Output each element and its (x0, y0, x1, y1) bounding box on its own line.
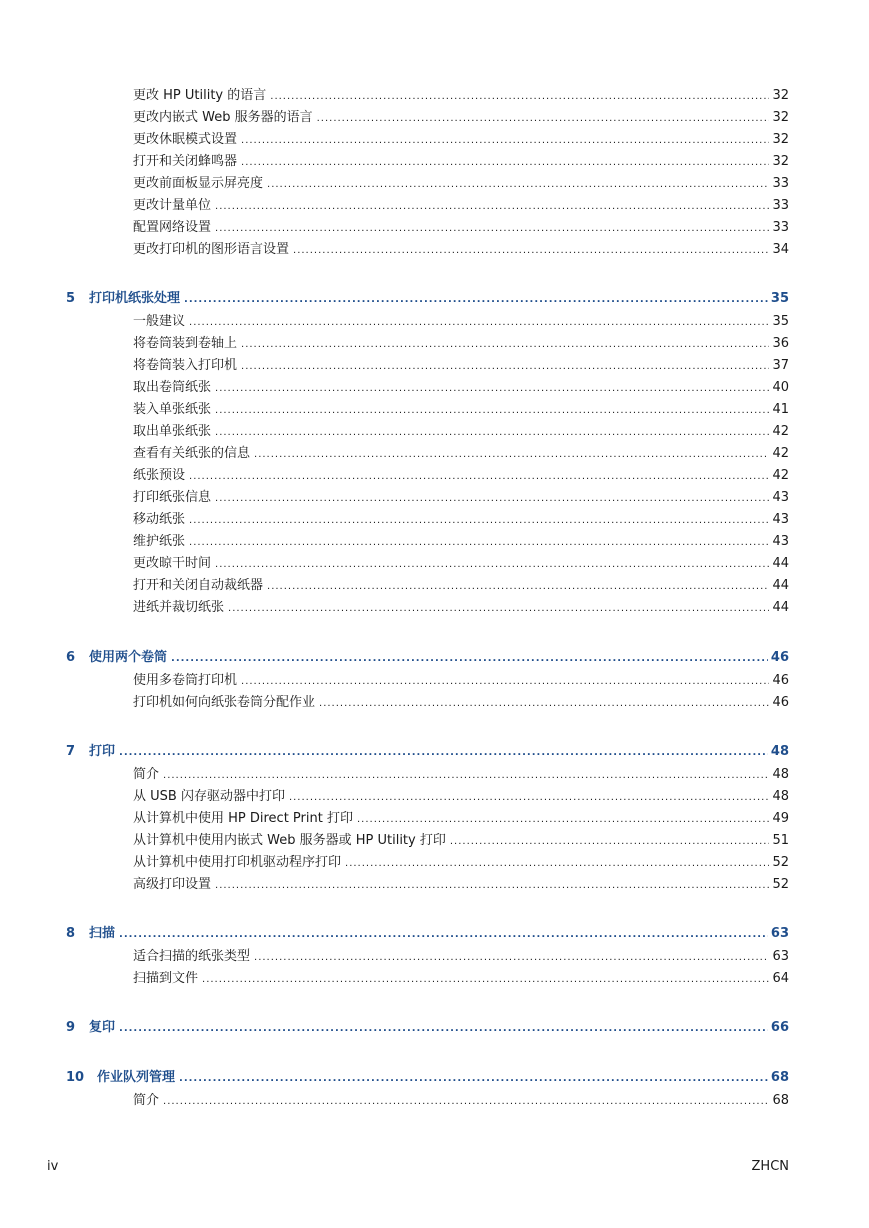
toc-chapter-5[interactable] (66, 290, 789, 308)
chapter-page: 68 (770, 1070, 789, 1085)
toc-entry-page: 33 (772, 220, 789, 235)
chapter-number: 7 (66, 744, 76, 759)
toc-entry-label: 使用多卷筒打印机 (133, 673, 238, 688)
dot-leader (215, 877, 769, 895)
dot-leader (189, 314, 769, 332)
toc-entry-page: 64 (772, 971, 789, 986)
toc-entry-label: 进纸并裁切纸张 (133, 600, 225, 615)
dot-leader (228, 600, 769, 618)
dot-leader (171, 650, 768, 668)
chapter-title: 复印 (89, 1020, 116, 1035)
toc-entry-label: 简介 (133, 767, 160, 782)
chapter-title: 使用两个卷筒 (89, 650, 168, 665)
toc-entry-label: 扫描到文件 (133, 971, 199, 986)
toc-entry-label: 打印机如何向纸张卷筒分配作业 (133, 695, 316, 710)
dot-leader (215, 402, 769, 420)
toc-entry-label: 更改内嵌式 Web 服务器的语言 (133, 110, 313, 125)
toc-entry-label: 更改晾干时间 (133, 556, 212, 571)
toc-entry[interactable] (133, 577, 789, 595)
toc-entry-page: 52 (772, 855, 789, 870)
toc-entry-page: 34 (772, 242, 789, 257)
toc-entry-page: 43 (772, 534, 789, 549)
toc-entry-label: 从 USB 闪存驱动器中打印 (133, 789, 285, 804)
toc-entry-page: 36 (772, 336, 789, 351)
dot-leader (450, 833, 770, 851)
dot-leader (215, 424, 769, 442)
dot-leader (215, 198, 769, 216)
toc-chapter-6[interactable] (66, 649, 789, 667)
toc-entry-label: 更改计量单位 (133, 198, 212, 213)
toc-entry[interactable] (133, 489, 789, 507)
chapter-number: 10 (66, 1070, 85, 1085)
toc-entry-page: 33 (772, 176, 789, 191)
toc-entry-label: 纸张预设 (133, 468, 186, 483)
toc-entry-label: 更改前面板显示屏亮度 (133, 176, 264, 191)
toc-chapter-7[interactable] (66, 743, 789, 761)
dot-leader (293, 242, 769, 260)
dot-leader (189, 534, 769, 552)
toc-entry[interactable] (133, 241, 789, 259)
toc-entry-page: 46 (772, 673, 789, 688)
chapter-page: 46 (770, 650, 789, 665)
dot-leader (319, 695, 769, 713)
toc-entry-label: 将卷筒装入打印机 (133, 358, 238, 373)
chapter-number: 8 (66, 926, 76, 941)
toc-entry[interactable] (133, 788, 789, 806)
chapter-title: 打印机纸张处理 (89, 291, 181, 306)
footer-language-code: ZHCN (751, 1159, 789, 1174)
toc-entry-page: 52 (772, 877, 789, 892)
toc-entry-label: 从计算机中使用 HP Direct Print 打印 (133, 811, 353, 826)
toc-entry[interactable] (133, 694, 789, 712)
toc-entry-page: 44 (772, 578, 789, 593)
toc-entry[interactable] (133, 197, 789, 215)
dot-leader (254, 446, 769, 464)
toc-entry-page: 42 (772, 424, 789, 439)
toc-entry-label: 取出卷筒纸张 (133, 380, 212, 395)
dot-leader (215, 380, 769, 398)
chapter-page: 63 (770, 926, 789, 941)
toc-entry-label: 从计算机中使用打印机驱动程序打印 (133, 855, 342, 870)
toc-entry-label: 更改休眠模式设置 (133, 132, 238, 147)
toc-entry-page: 32 (772, 88, 789, 103)
toc-entry[interactable] (133, 948, 789, 966)
toc-entry-page: 35 (772, 314, 789, 329)
toc-entry-page: 32 (772, 154, 789, 169)
toc-entry[interactable] (133, 335, 789, 353)
chapter-number: 5 (66, 291, 76, 306)
toc-entry-page: 63 (772, 949, 789, 964)
dot-leader (119, 744, 768, 762)
toc-entry-label: 打印纸张信息 (133, 490, 212, 505)
toc-entry-page: 68 (772, 1093, 789, 1108)
toc-entry-page: 49 (772, 811, 789, 826)
toc-entry-page: 40 (772, 380, 789, 395)
toc-entry[interactable] (133, 153, 789, 171)
chapter-title: 扫描 (89, 926, 116, 941)
dot-leader (163, 1093, 769, 1111)
dot-leader (267, 578, 769, 596)
toc-entry-label: 移动纸张 (133, 512, 186, 527)
dot-leader (189, 512, 769, 530)
toc-entry[interactable] (133, 511, 789, 529)
chapter-number: 9 (66, 1020, 76, 1035)
toc-entry[interactable] (133, 533, 789, 551)
dot-leader (215, 490, 769, 508)
toc-entry-page: 33 (772, 198, 789, 213)
toc-entry-label: 高级打印设置 (133, 877, 212, 892)
toc-entry[interactable] (133, 131, 789, 149)
toc-entry-page: 32 (772, 132, 789, 147)
toc-entry[interactable] (133, 766, 789, 784)
toc-entry[interactable] (133, 219, 789, 237)
dot-leader (270, 88, 769, 106)
toc-entry-label: 简介 (133, 1093, 160, 1108)
toc-entry-page: 46 (772, 695, 789, 710)
toc-entry-label: 从计算机中使用内嵌式 Web 服务器或 HP Utility 打印 (133, 833, 446, 848)
dot-leader (241, 673, 769, 691)
toc-chapter-9[interactable] (66, 1019, 789, 1037)
toc-entry-page: 48 (772, 767, 789, 782)
toc-entry-page: 44 (772, 556, 789, 571)
toc-entry[interactable] (133, 555, 789, 573)
toc-entry-label: 更改 HP Utility 的语言 (133, 88, 267, 103)
toc-entry-label: 更改打印机的图形语言设置 (133, 242, 290, 257)
dot-leader (241, 154, 769, 172)
dot-leader (289, 789, 770, 807)
toc-entry-page: 43 (772, 490, 789, 505)
toc-entry[interactable] (133, 672, 789, 690)
toc-entry[interactable] (133, 423, 789, 441)
toc-entry[interactable] (133, 357, 789, 375)
toc-entry-label: 打开和关闭蜂鸣器 (133, 154, 238, 169)
dot-leader (119, 1020, 768, 1038)
toc-entry[interactable] (133, 832, 789, 850)
dot-leader (119, 926, 768, 944)
chapter-page: 48 (770, 744, 789, 759)
toc-entry[interactable] (133, 970, 789, 988)
toc-entry-label: 装入单张纸张 (133, 402, 212, 417)
toc-chapter-10[interactable] (66, 1069, 789, 1087)
dot-leader (215, 220, 769, 238)
toc-entry-page: 41 (772, 402, 789, 417)
toc-entry-label: 配置网络设置 (133, 220, 212, 235)
chapter-number: 6 (66, 650, 76, 665)
toc-entry-page: 42 (772, 468, 789, 483)
toc-entry-label: 维护纸张 (133, 534, 186, 549)
toc-entry[interactable] (133, 175, 789, 193)
toc-entry-page: 44 (772, 600, 789, 615)
toc-entry-label: 取出单张纸张 (133, 424, 212, 439)
dot-leader (241, 336, 769, 354)
toc-entry-page: 42 (772, 446, 789, 461)
toc-entry[interactable] (133, 467, 789, 485)
toc-entry[interactable] (133, 1092, 789, 1110)
toc-entry[interactable] (133, 876, 789, 894)
dot-leader (241, 132, 769, 150)
toc-entry-page: 48 (772, 789, 789, 804)
toc-entry[interactable] (133, 401, 789, 419)
chapter-title: 打印 (89, 744, 116, 759)
dot-leader (267, 176, 769, 194)
dot-leader (241, 358, 769, 376)
toc-entry-label: 适合扫描的纸张类型 (133, 949, 251, 964)
toc-entry[interactable] (133, 599, 789, 617)
dot-leader (179, 1070, 768, 1088)
toc-chapter-8[interactable] (66, 925, 789, 943)
dot-leader (184, 291, 768, 309)
dot-leader (254, 949, 769, 967)
dot-leader (345, 855, 769, 873)
toc-entry-label: 将卷筒装到卷轴上 (133, 336, 238, 351)
chapter-title: 作业队列管理 (97, 1070, 176, 1085)
chapter-page: 66 (770, 1020, 789, 1035)
dot-leader (202, 971, 769, 989)
toc-entry-page: 51 (772, 833, 789, 848)
toc-entry[interactable] (133, 445, 789, 463)
toc-entry[interactable] (133, 109, 789, 127)
toc-entry[interactable] (133, 854, 789, 872)
footer-page-number: iv (47, 1159, 59, 1174)
toc-entry[interactable] (133, 87, 789, 105)
toc-entry-label: 一般建议 (133, 314, 186, 329)
dot-leader (357, 811, 769, 829)
chapter-page: 35 (770, 291, 789, 306)
toc-entry-page: 32 (772, 110, 789, 125)
dot-leader (189, 468, 769, 486)
toc-entry-label: 查看有关纸张的信息 (133, 446, 251, 461)
toc-entry-page: 43 (772, 512, 789, 527)
toc-entry[interactable] (133, 379, 789, 397)
dot-leader (163, 767, 769, 785)
toc-entry[interactable] (133, 810, 789, 828)
dot-leader (317, 110, 770, 128)
dot-leader (215, 556, 769, 574)
toc-entry-label: 打开和关闭自动裁纸器 (133, 578, 264, 593)
toc-entry-page: 37 (772, 358, 789, 373)
toc-entry[interactable] (133, 313, 789, 331)
